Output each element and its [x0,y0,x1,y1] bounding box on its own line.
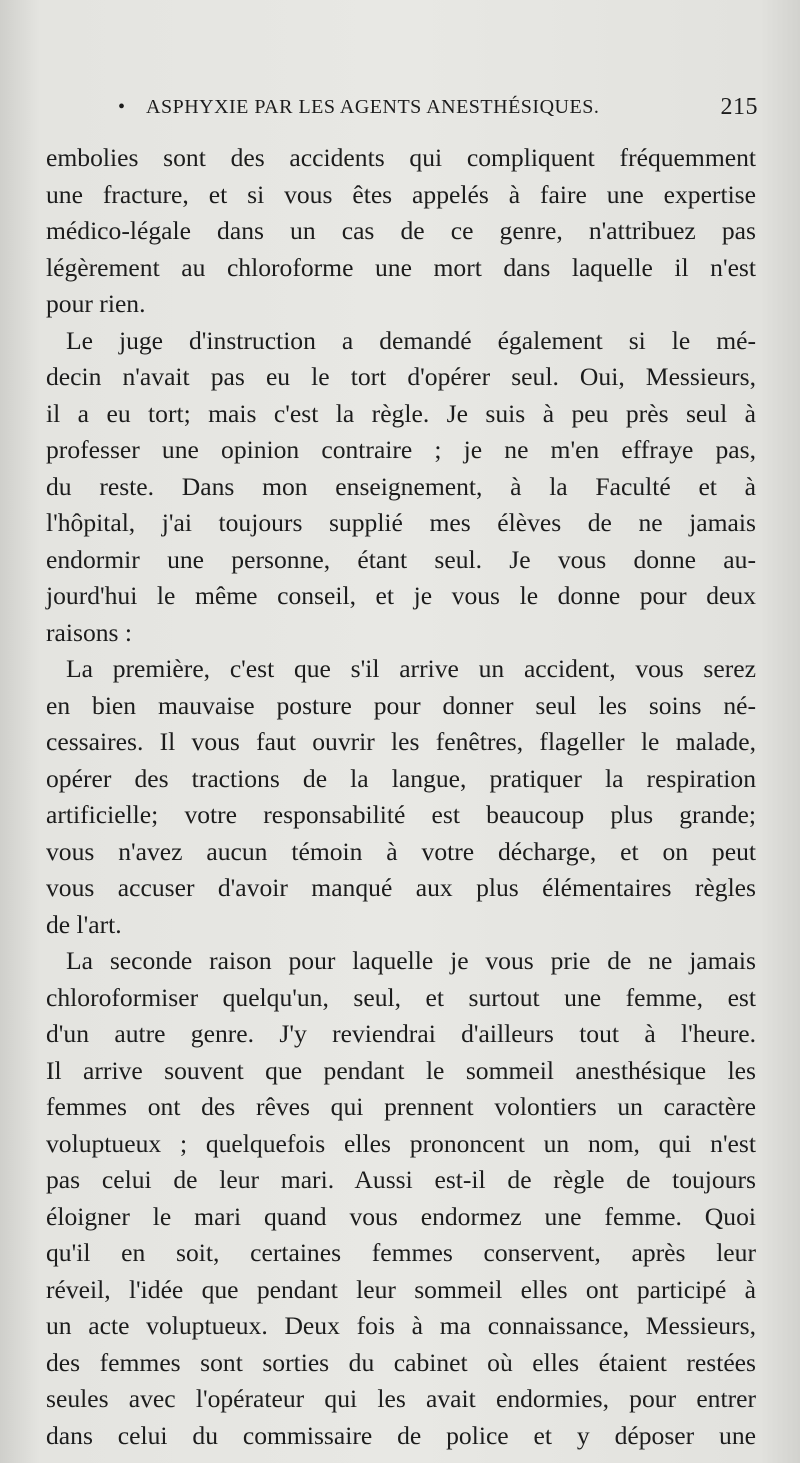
text-line: Il arrive souvent que pendant le sommeil anesthésique les [46,1055,756,1085]
text-line: La seconde raison pour laquelle je vous prie de ne jamais [66,946,756,975]
text-line: voluptueux ; quelquefois elles prononcent un nom, qui n'est [46,1128,756,1158]
text-line: médico-légale dans un cas de ce genre, n'attribuez pas [46,216,756,245]
text-line: raisons : [46,617,133,647]
page-number: 215 [720,94,758,120]
text-line: La première, c'est que s'il arrive un accident, vous serez [66,654,756,683]
body-text [46,140,756,1454]
text-line: embolies sont des accidents qui compliquent fréquemment [46,143,756,172]
text-line: jourd'hui le même conseil, et je vous le donne pour deux [46,581,756,610]
text-line: qu'il en soit, certaines femmes conservent, après leur [46,1238,756,1267]
text-line: pour rien. [46,289,146,318]
paragraph [46,943,756,1454]
text-line: du reste. Dans mon enseignement, à la Faculté et à [46,471,756,501]
text-line: cessaires. Il vous faut ouvrir les fenêtres, flageller le malade, [46,727,756,756]
paragraph [46,651,756,943]
text-line: professer une opinion contraire ; je ne m'en effraye pas, [46,435,756,464]
text-line: réveil, l'idée que pendant leur sommeil elles ont participé à [46,1274,756,1304]
text-line: vous n'avez aucun témoin à votre décharge, et on peut [46,836,756,866]
text-line: dans celui du commissaire de police et y déposer une [46,1420,756,1450]
text-line: seules avec l'opérateur qui les avait endormies, pour entrer [46,1384,756,1413]
text-line: de l'art. [46,909,122,939]
text-line: endormir une personne, étant seul. Je vous donne au- [46,544,756,574]
running-header [118,96,758,126]
text-line: Le juge d'instruction a demandé également si le mé- [66,325,756,355]
text-line: légèrement au chloroforme une mort dans laquelle il n'est [46,252,756,282]
text-line: decin n'avait pas eu le tort d'opérer seul. Oui, Messieurs, [46,362,756,391]
text-line: chloroformiser quelqu'un, seul, et surtout une femme, est [46,982,756,1012]
running-title: ASPHYXIE PAR LES AGENTS ANESTHÉSIQUES. [146,96,600,118]
text-line: des femmes sont sorties du cabinet où elles étaient restées [46,1347,756,1377]
paragraph [46,140,756,323]
text-line: d'un autre genre. J'y reviendrai d'ailleurs tout à l'heure. [46,1019,756,1048]
header-bullet: • [118,96,126,118]
text-line: artificielle; votre responsabilité est beaucoup plus grande; [46,800,756,829]
text-line: opérer des tractions de la langue, pratiquer la respiration [46,763,756,793]
text-line: pas celui de leur mari. Aussi est-il de règle de toujours [46,1165,756,1194]
paragraph [46,323,756,652]
text-line: femmes ont des rêves qui prennent volontiers un caractère [46,1092,756,1121]
text-line: en bien mauvaise posture pour donner seul les soins né- [46,690,756,720]
text-line: une fracture, et si vous êtes appelés à faire une expertise [46,179,756,209]
text-line: l'hôpital, j'ai toujours supplié mes élèves de ne jamais [46,508,756,537]
text-line: éloigner le mari quand vous endormez une femme. Quoi [46,1201,756,1231]
text-line: il a eu tort; mais c'est la règle. Je suis à peu près seul à [46,398,756,428]
text-line: vous accuser d'avoir manqué aux plus élémentaires règles [46,873,756,902]
text-line: un acte voluptueux. Deux fois à ma connaissance, Messieurs, [46,1311,756,1340]
